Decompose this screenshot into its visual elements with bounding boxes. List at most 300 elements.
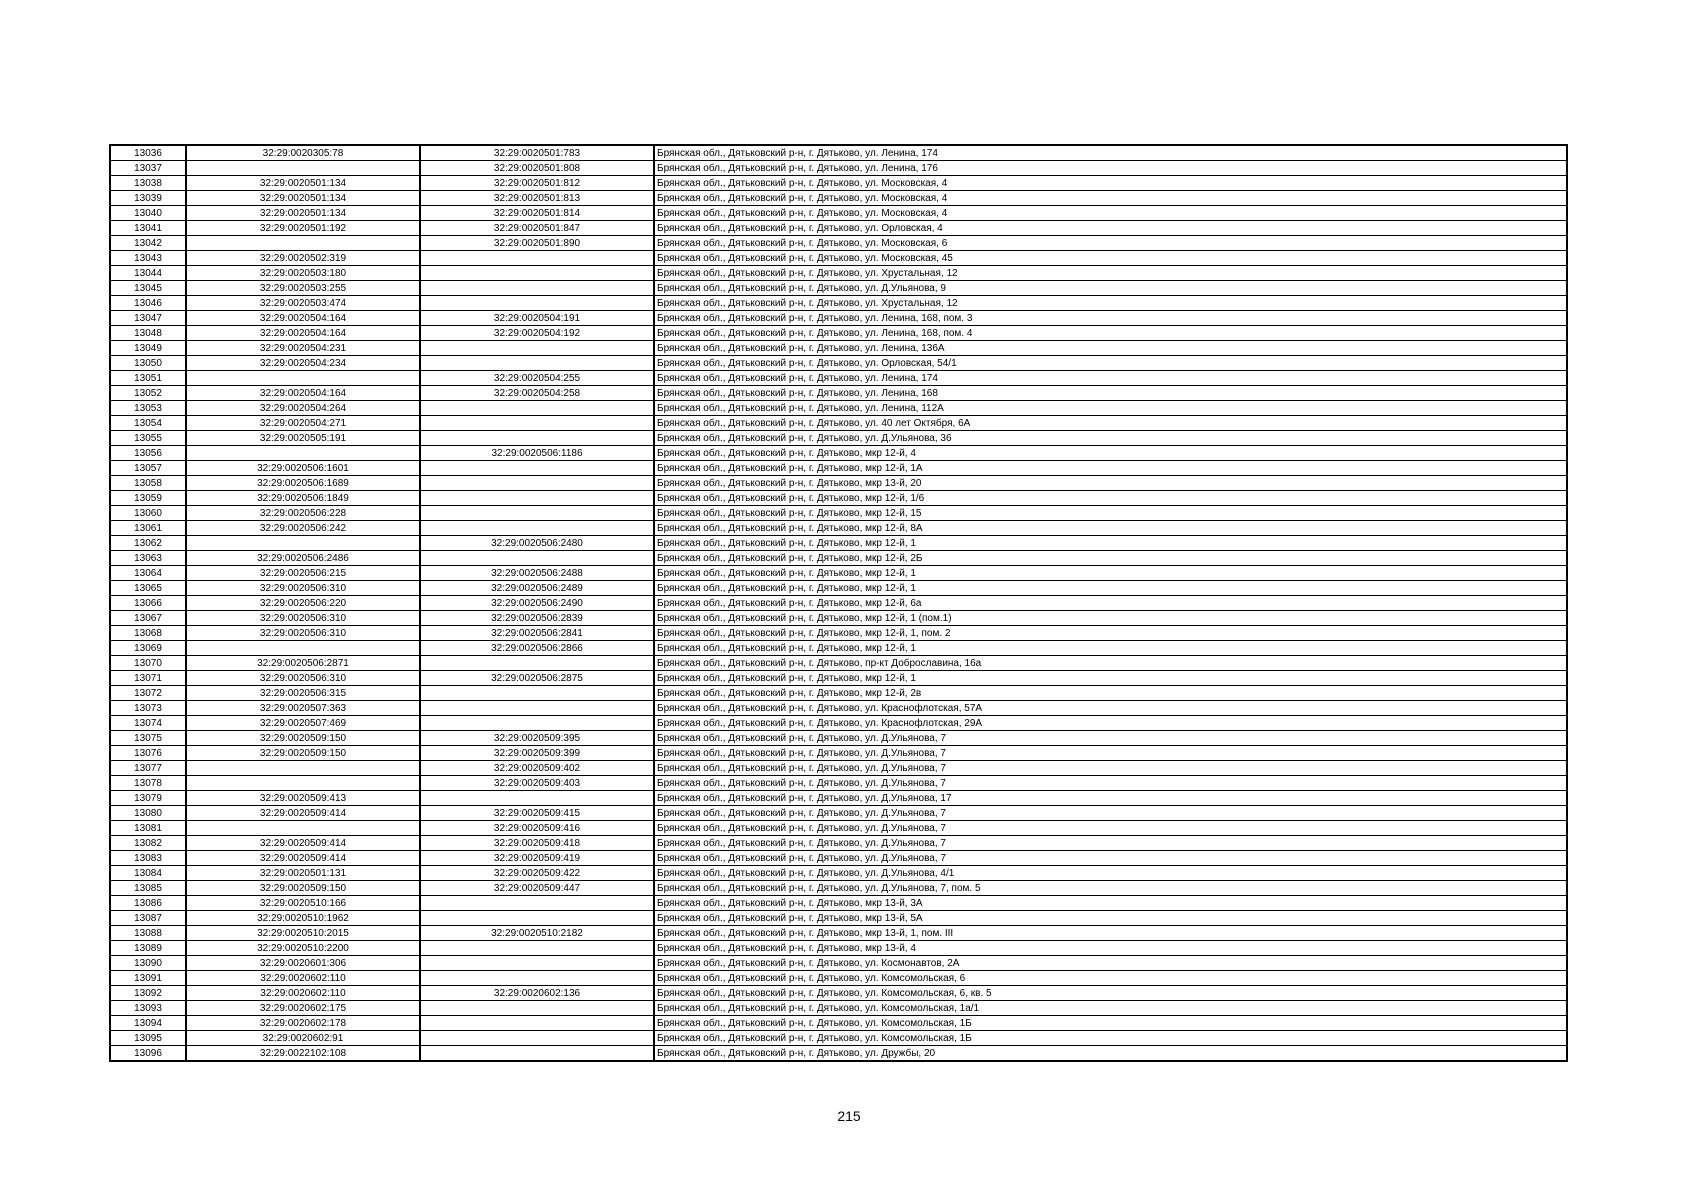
address-cell: Брянская обл., Дятьковский р-н, г. Дятьково, ул. Комсомольская, 6 <box>654 971 1567 986</box>
cadastral-number-cell <box>186 161 420 176</box>
linked-cadastral-number-cell <box>420 956 654 971</box>
table-row <box>110 926 1567 941</box>
table-row <box>110 341 1567 356</box>
address-cell: Брянская обл., Дятьковский р-н, г. Дятьково, ул. Московская, 4 <box>654 206 1567 221</box>
linked-cadastral-number-cell <box>420 656 654 671</box>
cadastral-number-cell: 32:29:0020506:310 <box>186 671 420 686</box>
address-cell: Брянская обл., Дятьковский р-н, г. Дятьково, ул. Комсомольская, 1Б <box>654 1031 1567 1046</box>
row-number-cell: 13066 <box>110 596 186 611</box>
row-number-cell: 13062 <box>110 536 186 551</box>
cadastral-number-cell: 32:29:0020506:242 <box>186 521 420 536</box>
linked-cadastral-number-cell: 32:29:0020504:192 <box>420 326 654 341</box>
row-number-cell: 13089 <box>110 941 186 956</box>
row-number-cell: 13072 <box>110 686 186 701</box>
row-number-cell: 13068 <box>110 626 186 641</box>
linked-cadastral-number-cell: 32:29:0020501:890 <box>420 236 654 251</box>
cadastral-number-cell <box>186 821 420 836</box>
address-cell: Брянская обл., Дятьковский р-н, г. Дятьково, ул. Ленина, 176 <box>654 161 1567 176</box>
linked-cadastral-number-cell <box>420 1031 654 1046</box>
cadastral-number-cell: 32:29:0020503:255 <box>186 281 420 296</box>
address-cell: Брянская обл., Дятьковский р-н, г. Дятьково, мкр 12-й, 2Б <box>654 551 1567 566</box>
cadastral-number-cell: 32:29:0020505:191 <box>186 431 420 446</box>
address-cell: Брянская обл., Дятьковский р-н, г. Дятьково, ул. Ленина, 174 <box>654 371 1567 386</box>
address-cell: Брянская обл., Дятьковский р-н, г. Дятьково, мкр 12-й, 1 <box>654 671 1567 686</box>
linked-cadastral-number-cell <box>420 1046 654 1062</box>
cadastral-number-cell: 32:29:0020501:192 <box>186 221 420 236</box>
linked-cadastral-number-cell: 32:29:0020509:416 <box>420 821 654 836</box>
address-cell: Брянская обл., Дятьковский р-н, г. Дятьково, мкр 12-й, 1А <box>654 461 1567 476</box>
address-cell: Брянская обл., Дятьковский р-н, г. Дятьково, ул. Ленина, 168, пом. 4 <box>654 326 1567 341</box>
row-number-cell: 13061 <box>110 521 186 536</box>
row-number-cell: 13084 <box>110 866 186 881</box>
row-number-cell: 13063 <box>110 551 186 566</box>
address-cell: Брянская обл., Дятьковский р-н, г. Дятьково, ул. Краснофлотская, 29А <box>654 716 1567 731</box>
table-row <box>110 1001 1567 1016</box>
cadastral-number-cell: 32:29:0020506:310 <box>186 611 420 626</box>
table-row <box>110 671 1567 686</box>
table-row <box>110 971 1567 986</box>
row-number-cell: 13037 <box>110 161 186 176</box>
linked-cadastral-number-cell: 32:29:0020506:2490 <box>420 596 654 611</box>
address-cell: Брянская обл., Дятьковский р-н, г. Дятьково, ул. Д.Ульянова, 7 <box>654 821 1567 836</box>
table-row <box>110 911 1567 926</box>
table-row <box>110 326 1567 341</box>
table-row <box>110 746 1567 761</box>
row-number-cell: 13042 <box>110 236 186 251</box>
address-cell: Брянская обл., Дятьковский р-н, г. Дятьково, пр-кт Доброславина, 16а <box>654 656 1567 671</box>
table-row <box>110 731 1567 746</box>
linked-cadastral-number-cell: 32:29:0020501:814 <box>420 206 654 221</box>
cadastral-number-cell: 32:29:0020504:264 <box>186 401 420 416</box>
table-row <box>110 221 1567 236</box>
row-number-cell: 13067 <box>110 611 186 626</box>
linked-cadastral-number-cell: 32:29:0020504:255 <box>420 371 654 386</box>
row-number-cell: 13048 <box>110 326 186 341</box>
row-number-cell: 13082 <box>110 836 186 851</box>
cadastral-number-cell: 32:29:0020602:175 <box>186 1001 420 1016</box>
address-cell: Брянская обл., Дятьковский р-н, г. Дятьково, ул. Ленина, 168 <box>654 386 1567 401</box>
row-number-cell: 13057 <box>110 461 186 476</box>
address-cell: Брянская обл., Дятьковский р-н, г. Дятьково, ул. Краснофлотская, 57А <box>654 701 1567 716</box>
linked-cadastral-number-cell: 32:29:0020506:2480 <box>420 536 654 551</box>
row-number-cell: 13056 <box>110 446 186 461</box>
linked-cadastral-number-cell: 32:29:0020509:418 <box>420 836 654 851</box>
address-cell: Брянская обл., Дятьковский р-н, г. Дятьково, ул. Д.Ульянова, 17 <box>654 791 1567 806</box>
address-cell: Брянская обл., Дятьковский р-н, г. Дятьково, ул. Д.Ульянова, 7, пом. 5 <box>654 881 1567 896</box>
registry-table-body <box>110 145 1567 1061</box>
cadastral-number-cell: 32:29:0020507:469 <box>186 716 420 731</box>
linked-cadastral-number-cell <box>420 296 654 311</box>
cadastral-number-cell: 32:29:0020602:91 <box>186 1031 420 1046</box>
address-cell: Брянская обл., Дятьковский р-н, г. Дятьково, ул. Д.Ульянова, 7 <box>654 776 1567 791</box>
cadastral-number-cell <box>186 371 420 386</box>
row-number-cell: 13076 <box>110 746 186 761</box>
linked-cadastral-number-cell: 32:29:0020506:2488 <box>420 566 654 581</box>
linked-cadastral-number-cell <box>420 506 654 521</box>
table-row <box>110 491 1567 506</box>
cadastral-number-cell: 32:29:0020506:310 <box>186 581 420 596</box>
linked-cadastral-number-cell <box>420 416 654 431</box>
row-number-cell: 13058 <box>110 476 186 491</box>
table-row <box>110 581 1567 596</box>
linked-cadastral-number-cell <box>420 521 654 536</box>
address-cell: Брянская обл., Дятьковский р-н, г. Дятьково, мкр 12-й, 1/6 <box>654 491 1567 506</box>
table-row <box>110 626 1567 641</box>
linked-cadastral-number-cell <box>420 266 654 281</box>
linked-cadastral-number-cell: 32:29:0020501:812 <box>420 176 654 191</box>
linked-cadastral-number-cell: 32:29:0020506:2841 <box>420 626 654 641</box>
linked-cadastral-number-cell: 32:29:0020504:191 <box>420 311 654 326</box>
table-row <box>110 641 1567 656</box>
address-cell: Брянская обл., Дятьковский р-н, г. Дятьково, ул. Д.Ульянова, 4/1 <box>654 866 1567 881</box>
cadastral-number-cell <box>186 761 420 776</box>
row-number-cell: 13050 <box>110 356 186 371</box>
cadastral-number-cell: 32:29:0020501:134 <box>186 206 420 221</box>
table-row <box>110 161 1567 176</box>
row-number-cell: 13053 <box>110 401 186 416</box>
table-row <box>110 791 1567 806</box>
row-number-cell: 13049 <box>110 341 186 356</box>
address-cell: Брянская обл., Дятьковский р-н, г. Дятьково, ул. Комсомольская, 6, кв. 5 <box>654 986 1567 1001</box>
address-cell: Брянская обл., Дятьковский р-н, г. Дятьково, ул. Хрустальная, 12 <box>654 266 1567 281</box>
linked-cadastral-number-cell <box>420 701 654 716</box>
cadastral-number-cell <box>186 236 420 251</box>
table-row <box>110 521 1567 536</box>
address-cell: Брянская обл., Дятьковский р-н, г. Дятьково, мкр 12-й, 1 (пом.1) <box>654 611 1567 626</box>
row-number-cell: 13087 <box>110 911 186 926</box>
address-cell: Брянская обл., Дятьковский р-н, г. Дятьково, ул. 40 лет Октября, 6А <box>654 416 1567 431</box>
address-cell: Брянская обл., Дятьковский р-н, г. Дятьково, ул. Хрустальная, 12 <box>654 296 1567 311</box>
cadastral-number-cell: 32:29:0020506:215 <box>186 566 420 581</box>
linked-cadastral-number-cell <box>420 971 654 986</box>
table-row <box>110 536 1567 551</box>
table-row <box>110 761 1567 776</box>
table-row <box>110 446 1567 461</box>
cadastral-number-cell: 32:29:0020506:1601 <box>186 461 420 476</box>
address-cell: Брянская обл., Дятьковский р-н, г. Дятьково, ул. Д.Ульянова, 7 <box>654 851 1567 866</box>
cadastral-number-cell: 32:29:0020504:164 <box>186 311 420 326</box>
table-row <box>110 311 1567 326</box>
address-cell: Брянская обл., Дятьковский р-н, г. Дятьково, ул. Д.Ульянова, 7 <box>654 806 1567 821</box>
table-row <box>110 896 1567 911</box>
cadastral-number-cell: 32:29:0020504:234 <box>186 356 420 371</box>
row-number-cell: 13054 <box>110 416 186 431</box>
linked-cadastral-number-cell: 32:29:0020509:402 <box>420 761 654 776</box>
table-row <box>110 956 1567 971</box>
table-row <box>110 656 1567 671</box>
row-number-cell: 13040 <box>110 206 186 221</box>
row-number-cell: 13074 <box>110 716 186 731</box>
cadastral-number-cell: 32:29:0020602:178 <box>186 1016 420 1031</box>
table-row <box>110 386 1567 401</box>
linked-cadastral-number-cell: 32:29:0020509:415 <box>420 806 654 821</box>
row-number-cell: 13041 <box>110 221 186 236</box>
row-number-cell: 13075 <box>110 731 186 746</box>
table-row <box>110 941 1567 956</box>
table-row <box>110 701 1567 716</box>
row-number-cell: 13044 <box>110 266 186 281</box>
cadastral-number-cell: 32:29:0020510:166 <box>186 896 420 911</box>
table-row <box>110 866 1567 881</box>
cadastral-number-cell: 32:29:0020504:164 <box>186 386 420 401</box>
cadastral-number-cell <box>186 446 420 461</box>
cadastral-number-cell: 32:29:0020502:319 <box>186 251 420 266</box>
address-cell: Брянская обл., Дятьковский р-н, г. Дятьково, мкр 12-й, 1 <box>654 581 1567 596</box>
linked-cadastral-number-cell <box>420 791 654 806</box>
linked-cadastral-number-cell <box>420 356 654 371</box>
cadastral-number-cell: 32:29:0020305:78 <box>186 145 420 161</box>
table-row <box>110 416 1567 431</box>
address-cell: Брянская обл., Дятьковский р-н, г. Дятьково, ул. Д.Ульянова, 7 <box>654 836 1567 851</box>
linked-cadastral-number-cell <box>420 551 654 566</box>
table-row <box>110 206 1567 221</box>
table-row <box>110 716 1567 731</box>
row-number-cell: 13090 <box>110 956 186 971</box>
row-number-cell: 13064 <box>110 566 186 581</box>
row-number-cell: 13086 <box>110 896 186 911</box>
row-number-cell: 13046 <box>110 296 186 311</box>
address-cell: Брянская обл., Дятьковский р-н, г. Дятьково, ул. Ленина, 112А <box>654 401 1567 416</box>
cadastral-number-cell: 32:29:0020506:2871 <box>186 656 420 671</box>
linked-cadastral-number-cell <box>420 1001 654 1016</box>
linked-cadastral-number-cell: 32:29:0020501:808 <box>420 161 654 176</box>
address-cell: Брянская обл., Дятьковский р-н, г. Дятьково, мкр 12-й, 1 <box>654 566 1567 581</box>
linked-cadastral-number-cell: 32:29:0020510:2182 <box>420 926 654 941</box>
table-row <box>110 506 1567 521</box>
row-number-cell: 13083 <box>110 851 186 866</box>
cadastral-number-cell: 32:29:0020506:310 <box>186 626 420 641</box>
address-cell: Брянская обл., Дятьковский р-н, г. Дятьково, мкр 12-й, 15 <box>654 506 1567 521</box>
address-cell: Брянская обл., Дятьковский р-н, г. Дятьково, ул. Ленина, 168, пом. 3 <box>654 311 1567 326</box>
cadastral-number-cell: 32:29:0020509:150 <box>186 881 420 896</box>
linked-cadastral-number-cell: 32:29:0020506:2839 <box>420 611 654 626</box>
address-cell: Брянская обл., Дятьковский р-н, г. Дятьково, ул. Московская, 4 <box>654 191 1567 206</box>
row-number-cell: 13069 <box>110 641 186 656</box>
address-cell: Брянская обл., Дятьковский р-н, г. Дятьково, ул. Орловская, 4 <box>654 221 1567 236</box>
row-number-cell: 13070 <box>110 656 186 671</box>
address-cell: Брянская обл., Дятьковский р-н, г. Дятьково, ул. Д.Ульянова, 7 <box>654 746 1567 761</box>
linked-cadastral-number-cell <box>420 431 654 446</box>
cadastral-number-cell: 32:29:0020509:413 <box>186 791 420 806</box>
linked-cadastral-number-cell <box>420 896 654 911</box>
cadastral-number-cell <box>186 641 420 656</box>
table-row <box>110 776 1567 791</box>
linked-cadastral-number-cell: 32:29:0020506:2866 <box>420 641 654 656</box>
linked-cadastral-number-cell <box>420 911 654 926</box>
table-row <box>110 806 1567 821</box>
address-cell: Брянская обл., Дятьковский р-н, г. Дятьково, ул. Дружбы, 20 <box>654 1046 1567 1062</box>
address-cell: Брянская обл., Дятьковский р-н, г. Дятьково, ул. Космонавтов, 2А <box>654 956 1567 971</box>
cadastral-number-cell: 32:29:0020506:228 <box>186 506 420 521</box>
table-row <box>110 1046 1567 1062</box>
row-number-cell: 13043 <box>110 251 186 266</box>
cadastral-number-cell: 32:29:0020501:134 <box>186 176 420 191</box>
table-row <box>110 851 1567 866</box>
linked-cadastral-number-cell <box>420 1016 654 1031</box>
cadastral-number-cell: 32:29:0020501:131 <box>186 866 420 881</box>
address-cell: Брянская обл., Дятьковский р-н, г. Дятьково, мкр 12-й, 6а <box>654 596 1567 611</box>
cadastral-number-cell: 32:29:0020506:2486 <box>186 551 420 566</box>
row-number-cell: 13045 <box>110 281 186 296</box>
address-cell: Брянская обл., Дятьковский р-н, г. Дятьково, ул. Московская, 4 <box>654 176 1567 191</box>
linked-cadastral-number-cell: 32:29:0020509:422 <box>420 866 654 881</box>
linked-cadastral-number-cell <box>420 716 654 731</box>
address-cell: Брянская обл., Дятьковский р-н, г. Дятьково, мкр 12-й, 4 <box>654 446 1567 461</box>
linked-cadastral-number-cell: 32:29:0020509:395 <box>420 731 654 746</box>
row-number-cell: 13088 <box>110 926 186 941</box>
linked-cadastral-number-cell <box>420 476 654 491</box>
cadastral-number-cell: 32:29:0020509:414 <box>186 851 420 866</box>
cadastral-number-cell <box>186 776 420 791</box>
cadastral-number-cell: 32:29:0020509:150 <box>186 746 420 761</box>
address-cell: Брянская обл., Дятьковский р-н, г. Дятьково, ул. Комсомольская, 1Б <box>654 1016 1567 1031</box>
cadastral-number-cell: 32:29:0020507:363 <box>186 701 420 716</box>
linked-cadastral-number-cell: 32:29:0020501:847 <box>420 221 654 236</box>
linked-cadastral-number-cell: 32:29:0020504:258 <box>420 386 654 401</box>
row-number-cell: 13078 <box>110 776 186 791</box>
table-row <box>110 236 1567 251</box>
row-number-cell: 13080 <box>110 806 186 821</box>
cadastral-number-cell <box>186 536 420 551</box>
address-cell: Брянская обл., Дятьковский р-н, г. Дятьково, мкр 13-й, 20 <box>654 476 1567 491</box>
row-number-cell: 13077 <box>110 761 186 776</box>
table-row <box>110 596 1567 611</box>
linked-cadastral-number-cell: 32:29:0020506:1186 <box>420 446 654 461</box>
linked-cadastral-number-cell: 32:29:0020509:403 <box>420 776 654 791</box>
cadastral-number-cell: 32:29:0020510:1962 <box>186 911 420 926</box>
linked-cadastral-number-cell: 32:29:0020509:419 <box>420 851 654 866</box>
row-number-cell: 13059 <box>110 491 186 506</box>
linked-cadastral-number-cell <box>420 341 654 356</box>
linked-cadastral-number-cell <box>420 941 654 956</box>
address-cell: Брянская обл., Дятьковский р-н, г. Дятьково, мкр 12-й, 1, пом. 2 <box>654 626 1567 641</box>
row-number-cell: 13079 <box>110 791 186 806</box>
row-number-cell: 13039 <box>110 191 186 206</box>
page-number: 215 <box>837 1108 861 1124</box>
linked-cadastral-number-cell <box>420 686 654 701</box>
linked-cadastral-number-cell <box>420 401 654 416</box>
table-row <box>110 281 1567 296</box>
cadastral-number-cell: 32:29:0020504:164 <box>186 326 420 341</box>
row-number-cell: 13065 <box>110 581 186 596</box>
address-cell: Брянская обл., Дятьковский р-н, г. Дятьково, мкр 12-й, 1 <box>654 536 1567 551</box>
table-row <box>110 611 1567 626</box>
linked-cadastral-number-cell: 32:29:0020501:813 <box>420 191 654 206</box>
table-row <box>110 881 1567 896</box>
cadastral-number-cell: 32:29:0020509:150 <box>186 731 420 746</box>
address-cell: Брянская обл., Дятьковский р-н, г. Дятьково, ул. Д.Ульянова, 36 <box>654 431 1567 446</box>
linked-cadastral-number-cell: 32:29:0020509:447 <box>420 881 654 896</box>
cadastral-number-cell: 32:29:0020506:1849 <box>186 491 420 506</box>
registry-table <box>109 144 1568 1062</box>
address-cell: Брянская обл., Дятьковский р-н, г. Дятьково, ул. Московская, 6 <box>654 236 1567 251</box>
row-number-cell: 13047 <box>110 311 186 326</box>
address-cell: Брянская обл., Дятьковский р-н, г. Дятьково, ул. Д.Ульянова, 9 <box>654 281 1567 296</box>
address-cell: Брянская обл., Дятьковский р-н, г. Дятьково, ул. Д.Ульянова, 7 <box>654 731 1567 746</box>
address-cell: Брянская обл., Дятьковский р-н, г. Дятьково, ул. Д.Ульянова, 7 <box>654 761 1567 776</box>
table-row <box>110 356 1567 371</box>
cadastral-number-cell: 32:29:0020510:2015 <box>186 926 420 941</box>
table-row <box>110 401 1567 416</box>
linked-cadastral-number-cell: 32:29:0020506:2875 <box>420 671 654 686</box>
table-row <box>110 251 1567 266</box>
address-cell: Брянская обл., Дятьковский р-н, г. Дятьково, мкр 12-й, 8А <box>654 521 1567 536</box>
address-cell: Брянская обл., Дятьковский р-н, г. Дятьково, мкр 12-й, 1 <box>654 641 1567 656</box>
address-cell: Брянская обл., Дятьковский р-н, г. Дятьково, ул. Комсомольская, 1а/1 <box>654 1001 1567 1016</box>
row-number-cell: 13085 <box>110 881 186 896</box>
row-number-cell: 13052 <box>110 386 186 401</box>
linked-cadastral-number-cell <box>420 281 654 296</box>
cadastral-number-cell: 32:29:0020503:474 <box>186 296 420 311</box>
row-number-cell: 13071 <box>110 671 186 686</box>
linked-cadastral-number-cell: 32:29:0020509:399 <box>420 746 654 761</box>
address-cell: Брянская обл., Дятьковский р-н, г. Дятьково, мкр 13-й, 3А <box>654 896 1567 911</box>
table-row <box>110 686 1567 701</box>
address-cell: Брянская обл., Дятьковский р-н, г. Дятьково, ул. Ленина, 174 <box>654 145 1567 161</box>
row-number-cell: 13055 <box>110 431 186 446</box>
cadastral-number-cell: 32:29:0020506:315 <box>186 686 420 701</box>
address-cell: Брянская обл., Дятьковский р-н, г. Дятьково, ул. Московская, 45 <box>654 251 1567 266</box>
address-cell: Брянская обл., Дятьковский р-н, г. Дятьково, ул. Ленина, 136А <box>654 341 1567 356</box>
cadastral-number-cell: 32:29:0020509:414 <box>186 836 420 851</box>
row-number-cell: 13091 <box>110 971 186 986</box>
row-number-cell: 13092 <box>110 986 186 1001</box>
address-cell: Брянская обл., Дятьковский р-н, г. Дятьково, мкр 13-й, 5А <box>654 911 1567 926</box>
cadastral-number-cell: 32:29:0020506:220 <box>186 596 420 611</box>
row-number-cell: 13036 <box>110 145 186 161</box>
address-cell: Брянская обл., Дятьковский р-н, г. Дятьково, мкр 13-й, 4 <box>654 941 1567 956</box>
cadastral-number-cell: 32:29:0020506:1689 <box>186 476 420 491</box>
linked-cadastral-number-cell: 32:29:0020602:136 <box>420 986 654 1001</box>
linked-cadastral-number-cell <box>420 461 654 476</box>
address-cell: Брянская обл., Дятьковский р-н, г. Дятьково, ул. Орловская, 54/1 <box>654 356 1567 371</box>
table-row <box>110 551 1567 566</box>
linked-cadastral-number-cell <box>420 251 654 266</box>
cadastral-number-cell: 32:29:0022102:108 <box>186 1046 420 1062</box>
table-row <box>110 191 1567 206</box>
table-row <box>110 431 1567 446</box>
table-row <box>110 821 1567 836</box>
linked-cadastral-number-cell: 32:29:0020506:2489 <box>420 581 654 596</box>
row-number-cell: 13051 <box>110 371 186 386</box>
table-row <box>110 145 1567 161</box>
address-cell: Брянская обл., Дятьковский р-н, г. Дятьково, мкр 13-й, 1, пом. III <box>654 926 1567 941</box>
cadastral-number-cell: 32:29:0020602:110 <box>186 971 420 986</box>
address-cell: Брянская обл., Дятьковский р-н, г. Дятьково, мкр 12-й, 2в <box>654 686 1567 701</box>
row-number-cell: 13060 <box>110 506 186 521</box>
table-row <box>110 176 1567 191</box>
row-number-cell: 13093 <box>110 1001 186 1016</box>
cadastral-number-cell: 32:29:0020504:231 <box>186 341 420 356</box>
table-row <box>110 836 1567 851</box>
cadastral-number-cell: 32:29:0020501:134 <box>186 191 420 206</box>
table-row <box>110 266 1567 281</box>
table-row <box>110 461 1567 476</box>
table-row <box>110 986 1567 1001</box>
row-number-cell: 13096 <box>110 1046 186 1062</box>
linked-cadastral-number-cell: 32:29:0020501:783 <box>420 145 654 161</box>
row-number-cell: 13095 <box>110 1031 186 1046</box>
row-number-cell: 13038 <box>110 176 186 191</box>
row-number-cell: 13094 <box>110 1016 186 1031</box>
row-number-cell: 13081 <box>110 821 186 836</box>
row-number-cell: 13073 <box>110 701 186 716</box>
cadastral-number-cell: 32:29:0020601:306 <box>186 956 420 971</box>
table-row <box>110 476 1567 491</box>
table-row <box>110 296 1567 311</box>
cadastral-number-cell: 32:29:0020503:180 <box>186 266 420 281</box>
table-row <box>110 566 1567 581</box>
